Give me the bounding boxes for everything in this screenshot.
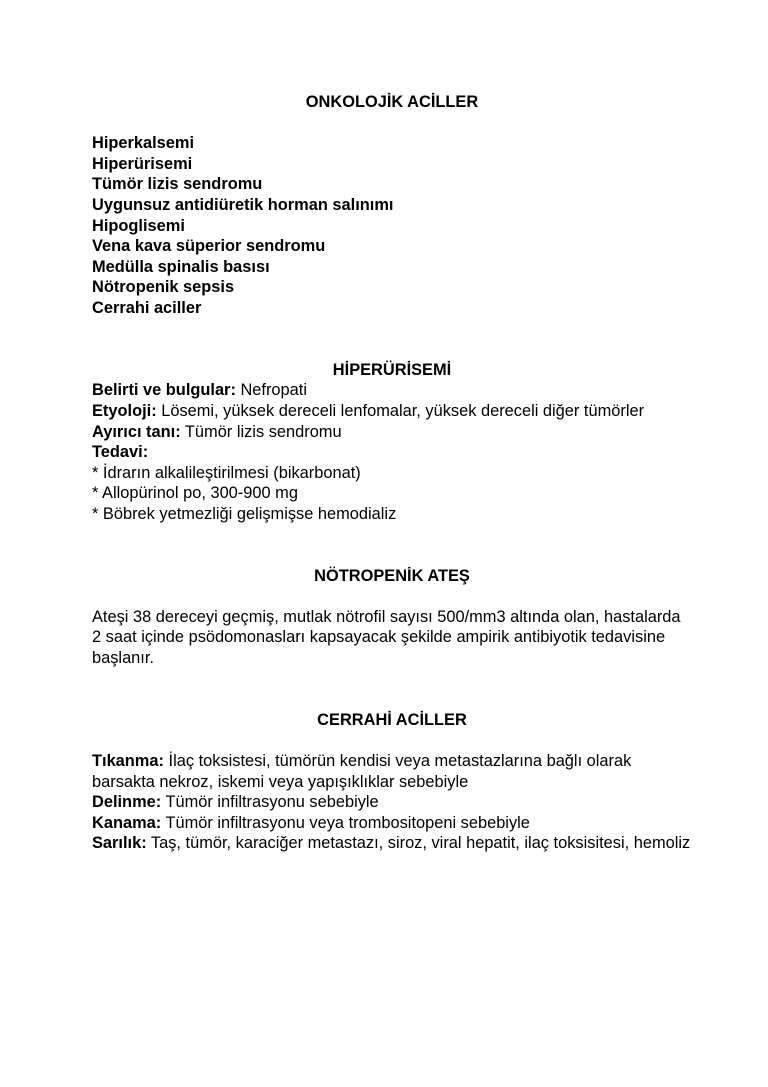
spacer (92, 586, 692, 607)
tedavi-item: * Allopürinol po, 300-900 mg (92, 484, 298, 503)
spacer (92, 730, 692, 751)
spacer (92, 669, 692, 710)
etyoloji-row (92, 401, 692, 422)
delinme-label: Delinme: (92, 793, 162, 812)
delinme-value: Tümör infiltrasyonu sebebiyle (161, 793, 379, 812)
tedavi-item: * Böbrek yetmezliği gelişmişse hemodializ (92, 504, 397, 523)
spacer (92, 113, 692, 134)
section-title-cerrahi-aciller: CERRAHİ ACİLLER (317, 710, 467, 729)
belirti-label: Belirti ve bulgular: (92, 381, 236, 400)
section-title-notropenik-ates: NÖTROPENİK ATEŞ (314, 566, 470, 585)
ayirici-value: Tümör lizis sendromu (180, 422, 342, 441)
ayirici-label: Ayırıcı tanı: (92, 422, 181, 441)
delinme-row (92, 792, 692, 813)
tedavi-item: * İdrarın alkalileştirilmesi (bikarbonat) (92, 463, 361, 482)
emergency-list (92, 133, 692, 318)
tikanma-label: Tıkanma: (92, 752, 164, 770)
etyoloji-label: Etyoloji: (92, 401, 157, 420)
section-title-onkolojik-aciller: ONKOLOJİK ACİLLER (305, 93, 479, 111)
list-item: Cerrahi aciller (92, 298, 202, 317)
sarilik-row (92, 833, 692, 854)
kanama-row (92, 813, 692, 834)
belirti-row (92, 380, 692, 401)
etyoloji-value: Lösemi, yüksek dereceli lenfomalar, yüksek dereceli diğer tümörler (156, 401, 645, 420)
list-item: Vena kava süperior sendromu (92, 237, 326, 256)
section-title-hiperurisemi: HİPERÜRİSEMİ (332, 360, 452, 379)
notropenik-paragraph: Ateşi 38 dereceyi geçmiş, mutlak nötrofil sayısı 500/mm3 altında olan, hastalarda 2 saat içinde psödomonasları kapsayacak şekilde ampirik antibiyotik tedavisine başlanır. (92, 607, 681, 668)
sarilik-value: Taş, tümör, karaciğer metastazı, siroz, viral hepatit, ilaç toksisitesi, hemoliz (146, 834, 691, 853)
kanama-value: Tümör infiltrasyonu veya trombositopeni sebebiyle (161, 813, 530, 832)
kanama-label: Kanama: (92, 813, 162, 832)
tikanma-row (92, 751, 692, 792)
list-item: Medülla spinalis basısı (92, 257, 270, 276)
sarilik-label: Sarılık: (92, 834, 147, 853)
list-item: Hipoglisemi (92, 216, 185, 235)
spacer (92, 524, 692, 565)
ayirici-row (92, 422, 692, 443)
list-item: Uygunsuz antidiüretik horman salınımı (92, 195, 394, 214)
list-item: Tümör lizis sendromu (92, 175, 263, 194)
spacer (92, 319, 692, 360)
tikanma-value: İlaç toksistesi, tümörün kendisi veya metastazlarına bağlı olarak barsakta nekroz, iskemi veya yapışıklıklar sebebiyle (92, 752, 632, 791)
list-item: Hiperürisemi (92, 154, 193, 173)
belirti-value: Nefropati (235, 381, 307, 400)
document-page (92, 92, 692, 854)
list-item: Hiperkalsemi (92, 134, 195, 153)
list-item: Nötropenik sepsis (92, 278, 235, 297)
tedavi-label: Tedavi: (92, 443, 149, 462)
